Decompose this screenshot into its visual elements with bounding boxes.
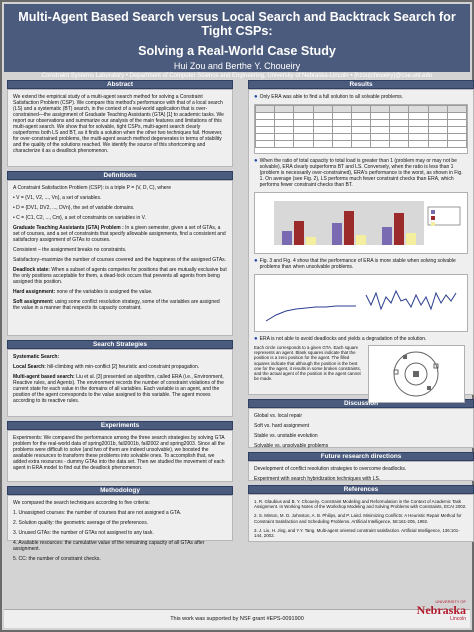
deadlock-diagram <box>368 345 465 403</box>
results-bullet-icon-4: ● <box>254 336 258 342</box>
discussion-item-2: Soft vs. hard assignment <box>254 423 310 429</box>
reference-3: 3. J. Liu, H. Jing, and Y.Y. Tang. Multi-agent oriented constraint satisfaction. Artificial Intelligence, 136:101-144, 2002. <box>254 527 460 539</box>
definitions-box <box>7 180 233 336</box>
nebraska-logo <box>412 599 466 627</box>
discussion-item-3: Stable vs. unstable evolution <box>254 433 318 439</box>
search-strategies-box <box>7 349 233 417</box>
poster-affiliation: Constraint Systems Laboratory • Department of Computer Science and Engineering, University of Nebraska-Lincoln • {hzou|choueiry}@cse.unl.edu <box>41 73 433 79</box>
future-item-2: Experiment with search hybridization techniques with LS. <box>254 476 381 482</box>
methodology-item-1: 1. Unassigned courses: the number of courses that are not assigned a GTA. <box>13 510 182 516</box>
legend-swatch <box>431 216 435 220</box>
discussion-item-4: Solvable vs. unsolvable problems <box>254 443 329 449</box>
gta-consistent: Consistent – the assignment breaks no constraints. <box>13 247 127 253</box>
references-box <box>248 494 474 542</box>
bar <box>294 221 304 245</box>
footer <box>4 609 470 628</box>
poster-header <box>4 4 470 79</box>
bar <box>332 223 342 245</box>
left-column <box>7 80 233 562</box>
abstract-box <box>7 89 233 167</box>
right-column <box>248 80 474 542</box>
bar-chart <box>255 193 467 253</box>
discussion-title: Discussion <box>248 399 474 408</box>
results-bullet-2: When the ratio of total capacity to total load is greater than 1 (problem may or may not be solvable), ERA clearly outperforms BT and LS. Conversely, when the ratio is less than 1 (problem is necessarily over-constrained), ERA's performance is the worst, as shown in Fig. 1. On average (see Fig. 2), LS performs much fewer constraint checks than ERA, which performs fewer constraint checks than BT. <box>259 158 463 188</box>
definitions-d: • D = {DV1, DV2, ..., DVn}, the set of variable domains. <box>13 205 135 211</box>
footer-text: This work was supported by NSF grant #EPS-0091900 <box>170 616 304 622</box>
discussion-box <box>248 408 474 448</box>
definitions-v: • V = {V1, V2, ..., Vn}, a set of variables. <box>13 195 102 201</box>
search-strategies-title: Search Strategies <box>7 340 233 349</box>
discussion-item-1: Global vs. local repair <box>254 413 303 419</box>
results-bullet-4: ERA is not able to avoid deadlocks and yields a degradation of the solution. <box>259 336 427 342</box>
methodology-intro: We compared the search techniques according to five criteria: <box>13 500 150 506</box>
results-box <box>248 89 474 395</box>
agent-square <box>427 386 431 390</box>
center-agent <box>413 371 419 377</box>
results-title: Results <box>248 80 474 89</box>
bar <box>282 231 292 245</box>
methodology-item-4: 4. Available resources: the cumulative value of the remaining capacity of all GTAs after assignment. <box>13 540 205 552</box>
deadlock-title: Deadlock state: <box>13 267 50 273</box>
methodology-item-5: 5. CC: the number of constraint checks. <box>13 556 101 562</box>
reference-2: 2. S. Minton, M. D. Johnston, A. B. Philips, and P. Laird. Minimizing Conflicts: A Heuristic Repair Method for Constraint Satisfaction and Scheduling Problems. Artificial Intelligence, 58:161-205, 1992. <box>254 513 462 524</box>
logo-sub: Lincoln <box>450 616 466 622</box>
methodology-box <box>7 495 233 562</box>
bar <box>382 227 392 245</box>
experiments-text: Experiments: We compared the performance among the three search strategies by solving GTA problem for the real-world data of spring2001b, fall2001b, fall2002 and spring2003. Since all the problems were difficult to solve (and two of them are indeed unsolvable), we boosted the available resources to transform these problems into solvable ones. To accomplish that, we added extra resources - dummy GTAs into the data set. Then we studied the movement of each agent in ERA model to find out the deadlock phenomenon. <box>13 435 225 471</box>
gta-text: In a given semester, given a set of GTAs, a set of courses, and a set of constraints that specify allowable assignments, find a consistent and satisfactory assignment of GTAs to courses. <box>13 225 226 243</box>
legend-swatch <box>431 222 435 226</box>
results-bullet-icon-1: ● <box>254 94 258 100</box>
line-plots <box>255 275 467 331</box>
bar <box>406 233 416 245</box>
deadlock-text: When a subset of agents competes for positions that are mutually exclusive but the only positions acceptable for them, a dead-lock occurs that prevents all agents from being assigned this position. <box>13 267 227 285</box>
abstract-text: We extend the empirical study of a multi-agent search method for solving a Constraint Satisfaction Problem (CSP). We compare this method's performance with that of a local search (LS) and a systematic (BT) search, in the context of a real-world application that is over-constrained—the assignment of Graduate Teaching Assistants (GTA) [1] to academic tasks. We report our observations and summarize our analysis of the main features and limitations of this multi-agent search. We show that for solvable, tight CSPs, multi-agent search clearly outperforms both LS and BT, as it finds a solution when the other two techniques fail. However, for over-constrained problems, the multi-agent search method degenerates in terms of stability and the quality of the solutions reached. We identify the source of this shortcoming and characterize it as a deadlock phenomenon. <box>13 94 224 154</box>
hard-assignment-title: Hard assignment: <box>13 289 56 295</box>
results-figure-2 <box>254 192 468 254</box>
experiments-title: Experiments <box>7 421 233 430</box>
poster-title-line2: Solving a Real-World Case Study <box>138 44 336 58</box>
results-table <box>254 104 468 154</box>
poster-authors: Hui Zou and Berthe Y. Choueiry <box>173 61 301 71</box>
diagram <box>369 346 464 402</box>
bar <box>394 213 404 245</box>
definitions-csp: A Constraint Satisfaction Problem (CSP): is a triple P = (V, D, C), where <box>13 185 171 191</box>
results-bullet-icon-3: ● <box>254 258 258 264</box>
multi-agent-title: Multi-agent based search: <box>13 374 75 380</box>
experiments-box <box>7 430 233 482</box>
results-bullet-3: Fig. 3 and Fig. 4 show that the performance of ERA is more stable when solving solvable problems than when unsolvable problems. <box>259 258 456 270</box>
soft-assignment-title: Soft assignment: <box>13 299 54 305</box>
future-box <box>248 461 474 481</box>
results-figure-3 <box>254 274 468 332</box>
logo-top: UNIVERSITY OF <box>435 599 466 604</box>
abstract-title: Abstract <box>7 80 233 89</box>
fig-caption: Each circle corresponds to a given GTA. Each square represents an agent. Blank squares indicate that the position is a zero position for the agent. The filled squares indicate that although the position is the best one for the agent, it results in some broken constraints, and the actual agent of the position is the agent cannot be made. <box>254 345 361 382</box>
gta-satisfactory: Satisfactory–maximize the number of courses covered and the happiness of the assigned GTAs. <box>13 257 227 263</box>
future-item-1: Development of conflict resolution strategies to overcome deadlocks. <box>254 466 407 472</box>
bar <box>356 235 366 245</box>
legend-swatch <box>431 210 435 214</box>
results-bullet-1: Only ERA was able to find a full solution to all solvable problems. <box>259 94 404 100</box>
references-title: References <box>248 485 474 494</box>
plot-bg <box>256 275 466 331</box>
methodology-title: Methodology <box>7 486 233 495</box>
methodology-item-3: 3. Unused GTAs: the number of GTAs not assigned to any task. <box>13 530 154 536</box>
definitions-title: Definitions <box>7 171 233 180</box>
soft-assignment-text: using some conflict resolution strategy, some of the variables are assigned the value in a manner that respects its capacity constraint. <box>13 299 220 311</box>
local-text: hill-climbing with min-conflict [2] heuristic and constraint propagation. <box>47 364 200 370</box>
gta-title: Graduate Teaching Assistants (GTA) Problem : <box>13 225 124 231</box>
reference-1: 1. R. Glaubius and B. Y. Choueiry. Constraint Modeling and Reformulation in the Context of Academic Task Assignment. In Working Notes of the Workshop Modeling and Solving Problems with Constraints, ECAI 2002. <box>254 499 467 510</box>
agent-square <box>403 355 407 359</box>
definitions-c: • C = {C1, C2, ..., Cm}, a set of constraints on variables in V. <box>13 215 146 221</box>
poster-title-line1: Multi-Agent Based Search versus Local Search and Backtrack Search for Tight CSPs: <box>18 10 456 38</box>
systematic-title: Systematic Search: <box>13 354 60 360</box>
bar <box>344 211 354 245</box>
logo-main: Nebraska <box>416 603 466 617</box>
multi-agent-text: Liu et al. [3] presented an algorithm, called ERA (i.e., Environment, Reactive rules, and Agents). The environment records the number of constraint violations of the current state for each value in the domains of all variables. Each variable is an agent, and the position of the agent corresponds to the value assigned to this variable. The agent moves according to its reactive rules. <box>13 374 224 404</box>
future-title: Future research directions <box>248 452 474 461</box>
hard-assignment-text: none of the variables is assigned the value. <box>56 289 153 295</box>
results-bullet-icon-2: ● <box>254 158 258 164</box>
bar <box>306 237 316 245</box>
methodology-item-2: 2. Solution quality: the geometric average of the preferences. <box>13 520 149 526</box>
local-title: Local Search: <box>13 364 46 370</box>
results-data-table <box>255 105 467 148</box>
